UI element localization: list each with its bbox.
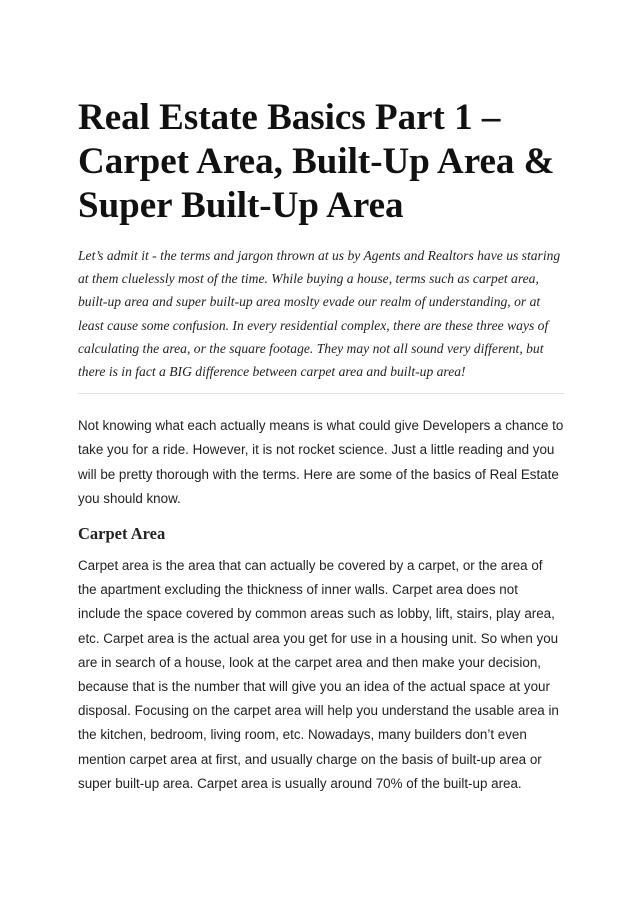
title-line-2: Carpet Area, Built-Up Area & xyxy=(78,141,555,182)
section-heading-carpet-area: Carpet Area xyxy=(78,524,166,544)
page-title xyxy=(78,96,564,228)
document-page xyxy=(78,96,564,796)
title-line-1: Real Estate Basics Part 1 – xyxy=(78,97,501,138)
carpet-area-paragraph: Carpet area is the area that can actually be covered by a carpet, or the area of the apartment excluding the thickness of inner walls. Carpet area does not include the space covered by common areas such as lobby, lift, stairs, play area, etc. Carpet area is the actual area you get for use in a housing unit. So when you are in search of a house, look at the carpet area and then make your decision, because that is the number that will give you an idea of the actual space at your disposal. Focusing on the carpet area will help you understand the usable area in the kitchen, bedroom, living room, etc. Nowadays, many builders don’t even mention carpet area at first, and usually charge on the basis of built-up area or super built-up area. Carpet area is usually around 70% of the built-up area. xyxy=(78,558,559,791)
body-paragraph: Not knowing what each actually means is what could give Developers a chance to take you for a ride. However, it is not rocket science. Just a little reading and you will be pretty thorough with the terms. Here are some of the basics of Real Estate you should know. xyxy=(78,418,564,506)
title-line-3: Super Built-Up Area xyxy=(78,185,404,226)
intro-paragraph: Let’s admit it - the terms and jargon thrown at us by Agents and Realtors have us staring at them cluelessly most of the time. While buying a house, terms such as carpet area, built-up area and super built-up area moslty evade our realm of understanding, or at least cause some confusion. In every residential complex, there are these three ways of calculating the area, or the square footage. They may not all sound very different, but there is in fact a BIG difference between carpet area and built-up area! xyxy=(78,244,564,394)
